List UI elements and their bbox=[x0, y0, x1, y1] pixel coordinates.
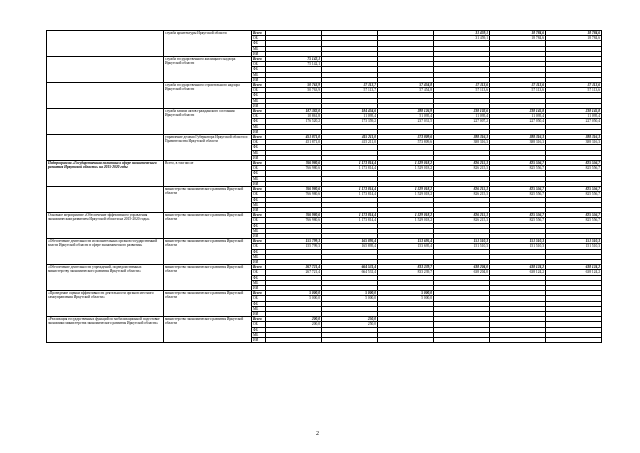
level-cell: ИИ bbox=[252, 285, 266, 290]
value-cell: 57 113,7 bbox=[322, 83, 378, 88]
executor-cell: министерство экономического развития Иркутской области bbox=[164, 291, 252, 317]
value-cell: 250,0 bbox=[322, 322, 378, 327]
value-cell: 165 895,4 bbox=[322, 239, 378, 244]
level-cell: МБ bbox=[252, 176, 266, 181]
value-cell: 638 124,2 bbox=[546, 265, 602, 270]
value-cell: 5 000,0 bbox=[322, 296, 378, 301]
value-cell: 1 173 814,4 bbox=[322, 187, 378, 192]
value-cell: 200,0 bbox=[266, 317, 322, 322]
value-cell: 1 529 018,2 bbox=[378, 161, 434, 166]
value-cell: 388 316,3 bbox=[546, 135, 602, 140]
value-cell: 766 980,6 bbox=[266, 187, 322, 192]
level-cell: Всего bbox=[252, 161, 266, 166]
value-cell: 238 102,6 bbox=[434, 109, 490, 114]
value-cell: 151 510,3 bbox=[546, 239, 602, 244]
value-cell: 766 980,6 bbox=[266, 218, 322, 223]
level-cell: ФБ bbox=[252, 41, 266, 46]
level-cell: ОБ bbox=[252, 270, 266, 275]
value-cell: 1 173 814,4 bbox=[322, 192, 378, 197]
value-cell bbox=[546, 337, 602, 342]
level-cell: ИИ bbox=[252, 207, 266, 212]
level-cell: Всего bbox=[252, 31, 266, 36]
value-cell: 388 316,3 bbox=[434, 135, 490, 140]
level-cell: ФБ bbox=[252, 145, 266, 150]
program-cell bbox=[47, 135, 164, 161]
value-cell: 1 529 018,2 bbox=[378, 218, 434, 223]
value-cell: 825 556,7 bbox=[546, 218, 602, 223]
level-cell: ОБ bbox=[252, 322, 266, 327]
level-cell: ОБ bbox=[252, 244, 266, 249]
value-cell: 1 173 814,4 bbox=[322, 213, 378, 218]
program-cell: «Реализация государственных функций по мобилизационной подготовке экономики министерства экономического развития Иркутской области» bbox=[47, 317, 164, 343]
value-cell: 151 510,3 bbox=[434, 239, 490, 244]
level-cell: МБ bbox=[252, 72, 266, 77]
level-cell: ИИ bbox=[252, 77, 266, 82]
program-cell bbox=[47, 31, 164, 57]
level-cell: ОБ bbox=[252, 88, 266, 93]
value-cell: 766 980,6 bbox=[266, 192, 322, 197]
program-cell bbox=[47, 187, 164, 213]
value-cell: 18 784,6 bbox=[546, 31, 602, 36]
level-cell: ОБ bbox=[252, 140, 266, 145]
level-cell: МБ bbox=[252, 254, 266, 259]
value-cell: 825 556,7 bbox=[490, 213, 546, 218]
value-cell: 5 000,0 bbox=[266, 296, 322, 301]
value-cell: 11 095,4 bbox=[434, 114, 490, 119]
value-cell: 153 695,4 bbox=[378, 239, 434, 244]
value-cell: 238 145,8 bbox=[546, 109, 602, 114]
value-cell: 825 556,7 bbox=[490, 192, 546, 197]
value-cell: 638 124,2 bbox=[490, 265, 546, 270]
value-cell: 18 784,6 bbox=[490, 31, 546, 36]
value-cell: 766 980,6 bbox=[266, 161, 322, 166]
level-cell: ОБ bbox=[252, 192, 266, 197]
level-cell: Всего bbox=[252, 317, 266, 322]
value-cell: 388 316,3 bbox=[490, 140, 546, 145]
level-cell: ФБ bbox=[252, 327, 266, 332]
level-cell: ОБ bbox=[252, 218, 266, 223]
executor-cell: министерство экономического развития Иркутской области bbox=[164, 239, 252, 265]
level-cell: ФБ bbox=[252, 171, 266, 176]
program-cell: Основное мероприятие «Обеспечение эффективного управления экономическим развитием Иркутской области на 2015-2020 годы» bbox=[47, 213, 164, 239]
value-cell: 57 454,8 bbox=[378, 83, 434, 88]
value-cell: 57 454,8 bbox=[378, 88, 434, 93]
value-cell: 664 531,4 bbox=[322, 270, 378, 275]
value-cell: 451 871,0 bbox=[266, 140, 322, 145]
value-cell: 573 809,6 bbox=[378, 135, 434, 140]
value-cell: 11 095,4 bbox=[322, 114, 378, 119]
value-cell bbox=[490, 337, 546, 342]
value-cell: 151 510,3 bbox=[434, 244, 490, 249]
level-cell: МБ bbox=[252, 46, 266, 51]
value-cell: 200,0 bbox=[266, 322, 322, 327]
value-cell: 267 721,4 bbox=[266, 265, 322, 270]
value-cell: 388 316,3 bbox=[434, 140, 490, 145]
level-cell: ОБ bbox=[252, 114, 266, 119]
level-cell: Всего bbox=[252, 109, 266, 114]
value-cell: 155 799,3 bbox=[266, 239, 322, 244]
level-cell: МБ bbox=[252, 98, 266, 103]
value-cell: 825 556,7 bbox=[546, 192, 602, 197]
value-cell: 833 239,7 bbox=[378, 265, 434, 270]
value-cell: 826 215,3 bbox=[434, 187, 490, 192]
value-cell: 825 556,7 bbox=[546, 161, 602, 166]
value-cell: 151 510,3 bbox=[490, 244, 546, 249]
value-cell: 57 113,6 bbox=[490, 83, 546, 88]
value-cell: 176 520,2 bbox=[266, 119, 322, 124]
executor-cell: служба записи актов гражданского состояния Иркутской области bbox=[164, 109, 252, 135]
level-cell: ФБ bbox=[252, 197, 266, 202]
value-cell: 825 556,7 bbox=[546, 187, 602, 192]
level-cell: Всего bbox=[252, 213, 266, 218]
value-cell: 237 031,5 bbox=[378, 119, 434, 124]
value-cell: 825 556,7 bbox=[546, 213, 602, 218]
value-cell: 227 050,4 bbox=[546, 119, 602, 124]
value-cell: 288 126,9 bbox=[378, 109, 434, 114]
value-cell: 766 980,6 bbox=[266, 166, 322, 171]
value-cell: 573 809,6 bbox=[378, 140, 434, 145]
level-cell: ИИ bbox=[252, 181, 266, 186]
level-cell: Всего bbox=[252, 57, 266, 62]
value-cell: 833 239,7 bbox=[378, 270, 434, 275]
value-cell: 5 000,0 bbox=[378, 291, 434, 296]
program-cell bbox=[47, 57, 164, 83]
value-cell: 825 556,7 bbox=[490, 187, 546, 192]
value-cell: 664 531,4 bbox=[322, 265, 378, 270]
value-cell: 267 721,4 bbox=[266, 270, 322, 275]
level-cell: ИИ bbox=[252, 233, 266, 238]
value-cell: 825 556,7 bbox=[490, 166, 546, 171]
value-cell: 31 459,1 bbox=[434, 36, 490, 41]
executor-cell: служба архитектуры Иркутской области bbox=[164, 31, 252, 57]
value-cell: 1 529 018,2 bbox=[378, 166, 434, 171]
value-cell: 1 529 018,2 bbox=[378, 187, 434, 192]
value-cell bbox=[266, 337, 322, 342]
executor-cell: министерство экономического развития Иркутской области bbox=[164, 317, 252, 343]
executor-cell: управление делами Губернатора Иркутской области и Правительства Иркутской области bbox=[164, 135, 252, 161]
level-cell: ФБ bbox=[252, 223, 266, 228]
level-cell: Всего bbox=[252, 265, 266, 270]
level-cell: ИИ bbox=[252, 155, 266, 160]
level-cell: МБ bbox=[252, 124, 266, 129]
value-cell: 151 510,3 bbox=[490, 239, 546, 244]
level-cell: ФБ bbox=[252, 249, 266, 254]
value-cell: 825 556,7 bbox=[546, 166, 602, 171]
level-cell: ОБ bbox=[252, 62, 266, 67]
value-cell: 250,0 bbox=[322, 317, 378, 322]
value-cell: 57 113,6 bbox=[490, 88, 546, 93]
level-cell: ИИ bbox=[252, 103, 266, 108]
level-cell: МБ bbox=[252, 332, 266, 337]
level-cell: ФБ bbox=[252, 301, 266, 306]
value-cell: 10 861,8 bbox=[266, 114, 322, 119]
level-cell: ИИ bbox=[252, 129, 266, 134]
value-cell: 415 211,0 bbox=[322, 135, 378, 140]
level-cell: ФБ bbox=[252, 93, 266, 98]
value-cell: 826 215,3 bbox=[434, 166, 490, 171]
value-cell: 5 000,0 bbox=[322, 291, 378, 296]
level-cell: МБ bbox=[252, 202, 266, 207]
value-cell: 57 113,6 bbox=[546, 83, 602, 88]
level-cell: МБ bbox=[252, 228, 266, 233]
level-cell: Всего bbox=[252, 135, 266, 140]
value-cell: 57 113,7 bbox=[322, 88, 378, 93]
value-cell: 75 142,1 bbox=[266, 57, 322, 62]
level-cell: МБ bbox=[252, 280, 266, 285]
page-number: 2 bbox=[316, 431, 319, 437]
value-cell: 227 050,4 bbox=[490, 119, 546, 124]
level-cell: ИИ bbox=[252, 259, 266, 264]
value-cell: 57 113,6 bbox=[546, 88, 602, 93]
value-cell: 51 095,4 bbox=[378, 114, 434, 119]
value-cell: 18 784,6 bbox=[490, 36, 546, 41]
value-cell: 151 510,3 bbox=[546, 244, 602, 249]
executor-cell: министерство экономического развития Иркутской области bbox=[164, 265, 252, 291]
level-cell: ОБ bbox=[252, 296, 266, 301]
value-cell: 31 459,1 bbox=[434, 31, 490, 36]
value-cell: 826 215,3 bbox=[434, 213, 490, 218]
program-cell: «Проведение оценки эффективности деятельности органов местного самоуправления Иркутской области» bbox=[47, 291, 164, 317]
value-cell bbox=[378, 337, 434, 342]
value-cell: 227 007,2 bbox=[434, 119, 490, 124]
level-cell: ФБ bbox=[252, 119, 266, 124]
value-cell: 238 145,8 bbox=[490, 109, 546, 114]
executor-cell: служба государственного строительного надзора Иркутской области bbox=[164, 83, 252, 109]
value-cell: 187 382,0 bbox=[266, 109, 322, 114]
executor-cell: министерство экономического развития Иркутской области bbox=[164, 213, 252, 239]
level-cell: Всего bbox=[252, 291, 266, 296]
value-cell: 5 000,0 bbox=[266, 291, 322, 296]
program-cell bbox=[47, 83, 164, 109]
level-cell: Всего bbox=[252, 239, 266, 244]
level-cell: ИИ bbox=[252, 337, 266, 342]
value-cell: 638 124,2 bbox=[546, 270, 602, 275]
level-cell: ОБ bbox=[252, 36, 266, 41]
value-cell: 638 204,0 bbox=[434, 265, 490, 270]
value-cell: 50 763,9 bbox=[266, 83, 322, 88]
document-page bbox=[46, 30, 602, 343]
value-cell: 826 215,3 bbox=[434, 161, 490, 166]
executor-cell: министерство экономического развития Иркутской области bbox=[164, 187, 252, 213]
value-cell: 173 359,2 bbox=[322, 119, 378, 124]
budget-table bbox=[46, 30, 602, 343]
program-cell: «Обеспечение деятельности учреждений, подведомственных министерству экономического развития Иркутской области» bbox=[47, 265, 164, 291]
value-cell: 18 784,6 bbox=[546, 36, 602, 41]
value-cell: 766 980,6 bbox=[266, 213, 322, 218]
value-cell: 11 095,4 bbox=[546, 114, 602, 119]
level-cell: ОБ bbox=[252, 166, 266, 171]
value-cell: 826 215,3 bbox=[434, 218, 490, 223]
value-cell: 638 204,0 bbox=[434, 270, 490, 275]
value-cell: 1 173 814,4 bbox=[322, 161, 378, 166]
value-cell: 155 799,3 bbox=[266, 244, 322, 249]
value-cell: 1 529 018,2 bbox=[378, 192, 434, 197]
value-cell: 165 895,4 bbox=[322, 244, 378, 249]
value-cell: 153 695,4 bbox=[378, 244, 434, 249]
value-cell: 826 215,3 bbox=[434, 192, 490, 197]
value-cell: 184 454,6 bbox=[322, 109, 378, 114]
value-cell: 825 556,7 bbox=[490, 218, 546, 223]
value-cell: 75 142,1 bbox=[266, 62, 322, 67]
level-cell: МБ bbox=[252, 150, 266, 155]
program-cell: «Обеспечение деятельности исполнительных органов государственной власти Иркутской области в сфере экономического развития» bbox=[47, 239, 164, 265]
value-cell: 388 316,3 bbox=[546, 140, 602, 145]
level-cell: Всего bbox=[252, 83, 266, 88]
level-cell: Всего bbox=[252, 187, 266, 192]
value-cell: 57 113,6 bbox=[434, 83, 490, 88]
executor-cell: служба государственного жилищного надзора Иркутской области bbox=[164, 57, 252, 83]
value-cell: 388 316,3 bbox=[490, 135, 546, 140]
value-cell: 1 173 814,4 bbox=[322, 166, 378, 171]
value-cell: 415 211,0 bbox=[322, 140, 378, 145]
level-cell: ИИ bbox=[252, 311, 266, 316]
value-cell: 50 763,9 bbox=[266, 88, 322, 93]
program-cell: Подпрограмма «Государственная политика в сфере экономического развития Иркутской области» на 2015-2020 годы bbox=[47, 161, 164, 187]
value-cell: 57 113,6 bbox=[434, 88, 490, 93]
value-cell: 1 173 814,4 bbox=[322, 218, 378, 223]
value-cell: 11 095,4 bbox=[490, 114, 546, 119]
executor-cell: Всего, в том числе bbox=[164, 161, 252, 187]
value-cell bbox=[322, 337, 378, 342]
program-cell bbox=[47, 109, 164, 135]
value-cell: 5 000,0 bbox=[378, 296, 434, 301]
value-cell: 451 871,0 bbox=[266, 135, 322, 140]
level-cell: ИИ bbox=[252, 51, 266, 56]
value-cell: 825 556,7 bbox=[490, 161, 546, 166]
level-cell: ФБ bbox=[252, 67, 266, 72]
level-cell: ФБ bbox=[252, 275, 266, 280]
value-cell bbox=[434, 337, 490, 342]
level-cell: МБ bbox=[252, 306, 266, 311]
value-cell: 1 529 018,2 bbox=[378, 213, 434, 218]
value-cell: 638 124,2 bbox=[490, 270, 546, 275]
